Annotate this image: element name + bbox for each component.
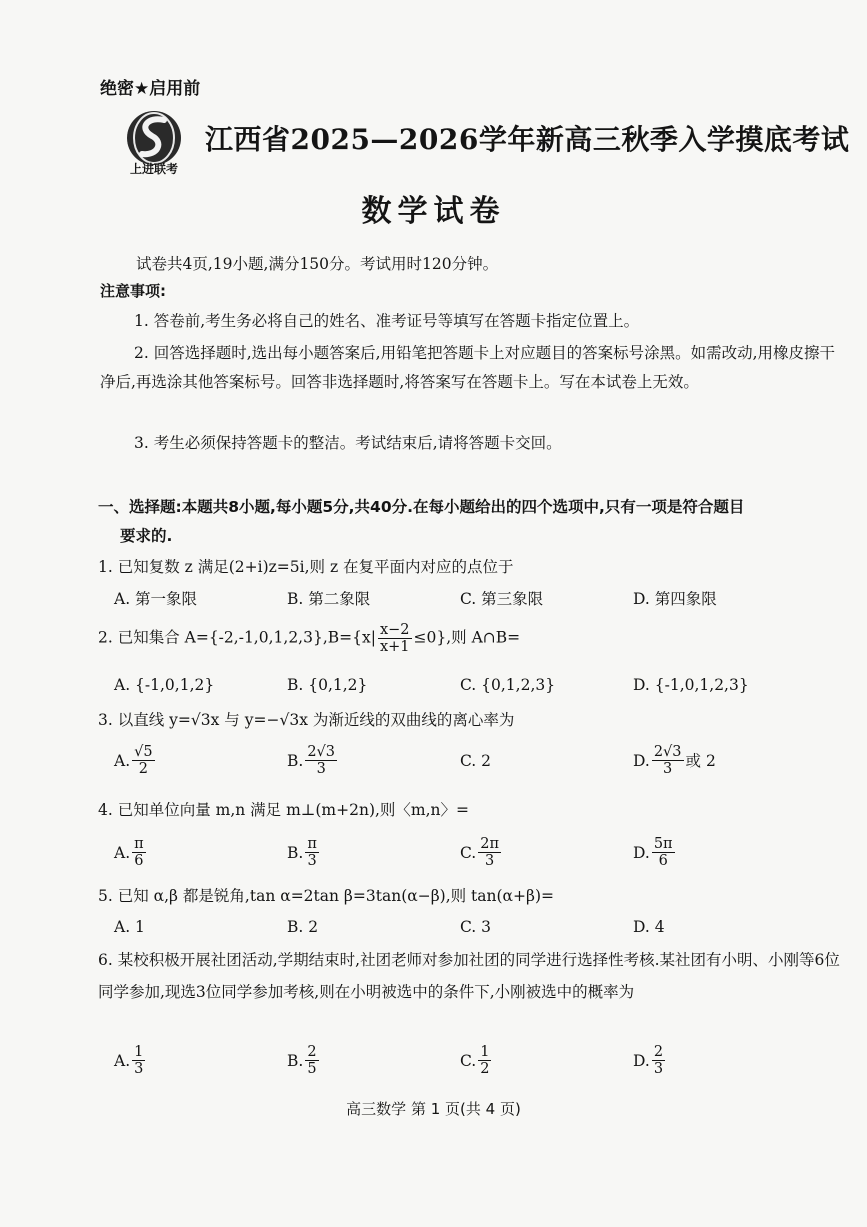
option-c: C. {0,1,2,3}	[460, 676, 556, 694]
exam-title: 江西省2025—2026学年新高三秋季入学摸底考试	[205, 123, 850, 156]
option-a	[114, 836, 287, 869]
fraction-numerator: 1	[134, 1044, 144, 1060]
logo-text: 上进联考	[129, 162, 178, 176]
fraction-numerator: 1	[480, 1044, 490, 1060]
option-label: C.	[460, 1051, 477, 1070]
notice-item-1: 1. 答卷前,考生务必将自己的姓名、准考证号等填写在答题卡指定位置上。	[134, 312, 640, 330]
option-a: A. {-1,0,1,2}	[114, 676, 215, 694]
question-6-options	[114, 1044, 814, 1077]
option-d: D. {-1,0,1,2,3}	[633, 676, 749, 694]
option-label: C.	[460, 843, 477, 862]
option-c	[460, 836, 633, 869]
question-4-stem: 4. 已知单位向量 m,n 满足 m⊥(m+2n),则〈m,n〉=	[98, 801, 470, 819]
confidential-label: 绝密★启用前	[100, 79, 201, 99]
fraction-numerator: 2	[653, 1044, 664, 1060]
option-c	[460, 1044, 633, 1077]
option-c	[460, 744, 633, 777]
fraction-denominator: 2	[480, 1061, 490, 1077]
notice-item-2: 2. 回答选择题时,选出每小题答案后,用铅笔把答题卡上对应题目的答案标号涂黑。如需改动,用橡皮擦干净后,再选涂其他答案标号。回答非选择题时,将答案写在答题卡上。写在本试卷上无效。	[100, 344, 835, 391]
option-label: A.	[114, 843, 131, 862]
option-d: D. 第四象限	[633, 590, 717, 608]
fraction-denominator: 3	[316, 761, 326, 777]
fraction-numerator: 2	[307, 1044, 317, 1060]
fraction-denominator: 3	[653, 1061, 664, 1077]
option-b	[287, 1044, 460, 1077]
option-a: A. 第一象限	[114, 590, 198, 608]
question-1-stem: 1. 已知复数 z 满足(2+i)z=5i,则 z 在复平面内对应的点位于	[98, 558, 514, 576]
section-heading-line1: 一、选择题:本题共8小题,每小题5分,共40分.在每小题给出的四个选项中,只有一项是符合题目	[98, 498, 745, 516]
option-c: C. 3	[460, 918, 492, 936]
option-a	[114, 1044, 287, 1077]
question-3-options	[114, 744, 814, 777]
fraction-numerator: √5	[134, 744, 153, 760]
option-b: B. 第二象限	[287, 590, 371, 608]
question-2-stem-pre: 2. 已知集合 A={-2,-1,0,1,2,3},B={x|	[98, 628, 376, 647]
option-d	[633, 1044, 806, 1077]
option-suffix: 或 2	[685, 751, 716, 770]
option-c: C. 第三象限	[460, 590, 544, 608]
fraction-denominator: 3	[485, 853, 495, 869]
option-label: B.	[287, 843, 304, 862]
option-d: D. 4	[633, 918, 665, 936]
fraction-numerator: 5π	[653, 836, 673, 852]
section-heading-line2: 要求的.	[120, 527, 173, 545]
option-label: D.	[633, 843, 650, 862]
fraction-denominator: 6	[658, 853, 668, 869]
option-label: A.	[114, 1051, 131, 1070]
notice-item-3: 3. 考生必须保持答题卡的整洁。考试结束后,请将答题卡交回。	[134, 434, 562, 452]
option-b	[287, 744, 460, 777]
option-label: D.	[633, 1051, 650, 1070]
question-5-stem: 5. 已知 α,β 都是锐角,tan α=2tan β=3tan(α−β),则 tan(α+β)=	[98, 887, 555, 905]
option-b	[287, 836, 460, 869]
option-label: B.	[287, 1051, 304, 1070]
option-value: 2	[481, 751, 492, 770]
option-b: B. 2	[287, 918, 319, 936]
fraction-numerator: 2√3	[653, 744, 682, 760]
option-label: C.	[460, 751, 477, 770]
exam-intro: 试卷共4页,19小题,满分150分。考试用时120分钟。	[136, 255, 499, 273]
option-b: B. {0,1,2}	[287, 676, 368, 694]
option-a	[114, 744, 287, 777]
option-a: A. 1	[114, 918, 145, 936]
question-2-options	[114, 672, 814, 698]
fraction-denominator: 3	[307, 853, 317, 869]
question-6-stem: 6. 某校积极开展社团活动,学期结束时,社团老师对参加社团的同学进行选择性考核.某社团有小明、小刚等6位同学参加,现选3位同学参加考核,则在小明被选中的条件下,小刚被选中的概率为	[98, 951, 840, 1001]
option-label: B.	[287, 751, 304, 770]
fraction-denominator: 3	[134, 1061, 144, 1077]
fraction-numerator: 2√3	[307, 744, 336, 760]
option-label: D.	[633, 751, 650, 770]
fraction-numerator: π	[134, 836, 144, 852]
question-1-options	[114, 586, 814, 612]
fraction-denominator: 3	[663, 761, 673, 777]
option-d	[633, 744, 806, 777]
fraction-numerator: 2π	[480, 836, 499, 852]
option-d	[633, 836, 806, 869]
fraction-denominator: 5	[307, 1061, 317, 1077]
question-3-stem: 3. 以直线 y=√3x 与 y=−√3x 为渐近线的双曲线的离心率为	[98, 711, 515, 729]
set-condition-fraction	[378, 622, 412, 655]
question-2-stem-post: ≤0},则 A∩B=	[413, 628, 521, 647]
fraction-denominator: 6	[134, 853, 144, 869]
page-footer: 高三数学 第 1 页(共 4 页)	[346, 1100, 521, 1118]
subject-title: 数学试卷	[361, 194, 506, 229]
fraction-numerator: π	[307, 836, 317, 852]
question-4-options	[114, 836, 814, 869]
fraction-numerator: x−2	[379, 622, 410, 638]
option-label: A.	[114, 751, 131, 770]
question-5-options	[114, 914, 814, 940]
fraction-denominator: x+1	[379, 639, 410, 655]
section-heading	[98, 493, 840, 551]
fraction-denominator: 2	[138, 761, 148, 777]
question-2-stem	[98, 622, 843, 655]
notice-heading: 注意事项:	[100, 282, 166, 300]
